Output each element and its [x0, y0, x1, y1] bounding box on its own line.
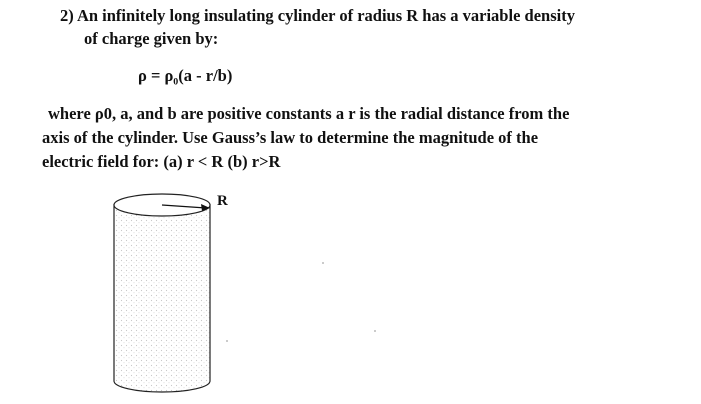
- radius-label: R: [217, 193, 228, 209]
- cylinder-body: [114, 205, 210, 392]
- question-line-1: 2) An infinitely long insulating cylinder of radius R has a variable density: [60, 6, 575, 25]
- description-line-1: where ρ0, a, and b are positive constants a r is the radial distance from the: [48, 104, 570, 123]
- scan-speck: [226, 340, 228, 342]
- scan-speck: [322, 262, 324, 264]
- charge-density-formula: ρ = ρ₀(a - r/b): [138, 66, 233, 85]
- question-line-2: of charge given by:: [84, 29, 219, 48]
- description-line-2: axis of the cylinder. Use Gauss’s law to determine the magnitude of the: [42, 128, 539, 147]
- scan-speck: [374, 330, 376, 332]
- cylinder-figure: [100, 184, 260, 404]
- description-line-3: electric field for: (a) r < R (b) r>R: [42, 152, 281, 171]
